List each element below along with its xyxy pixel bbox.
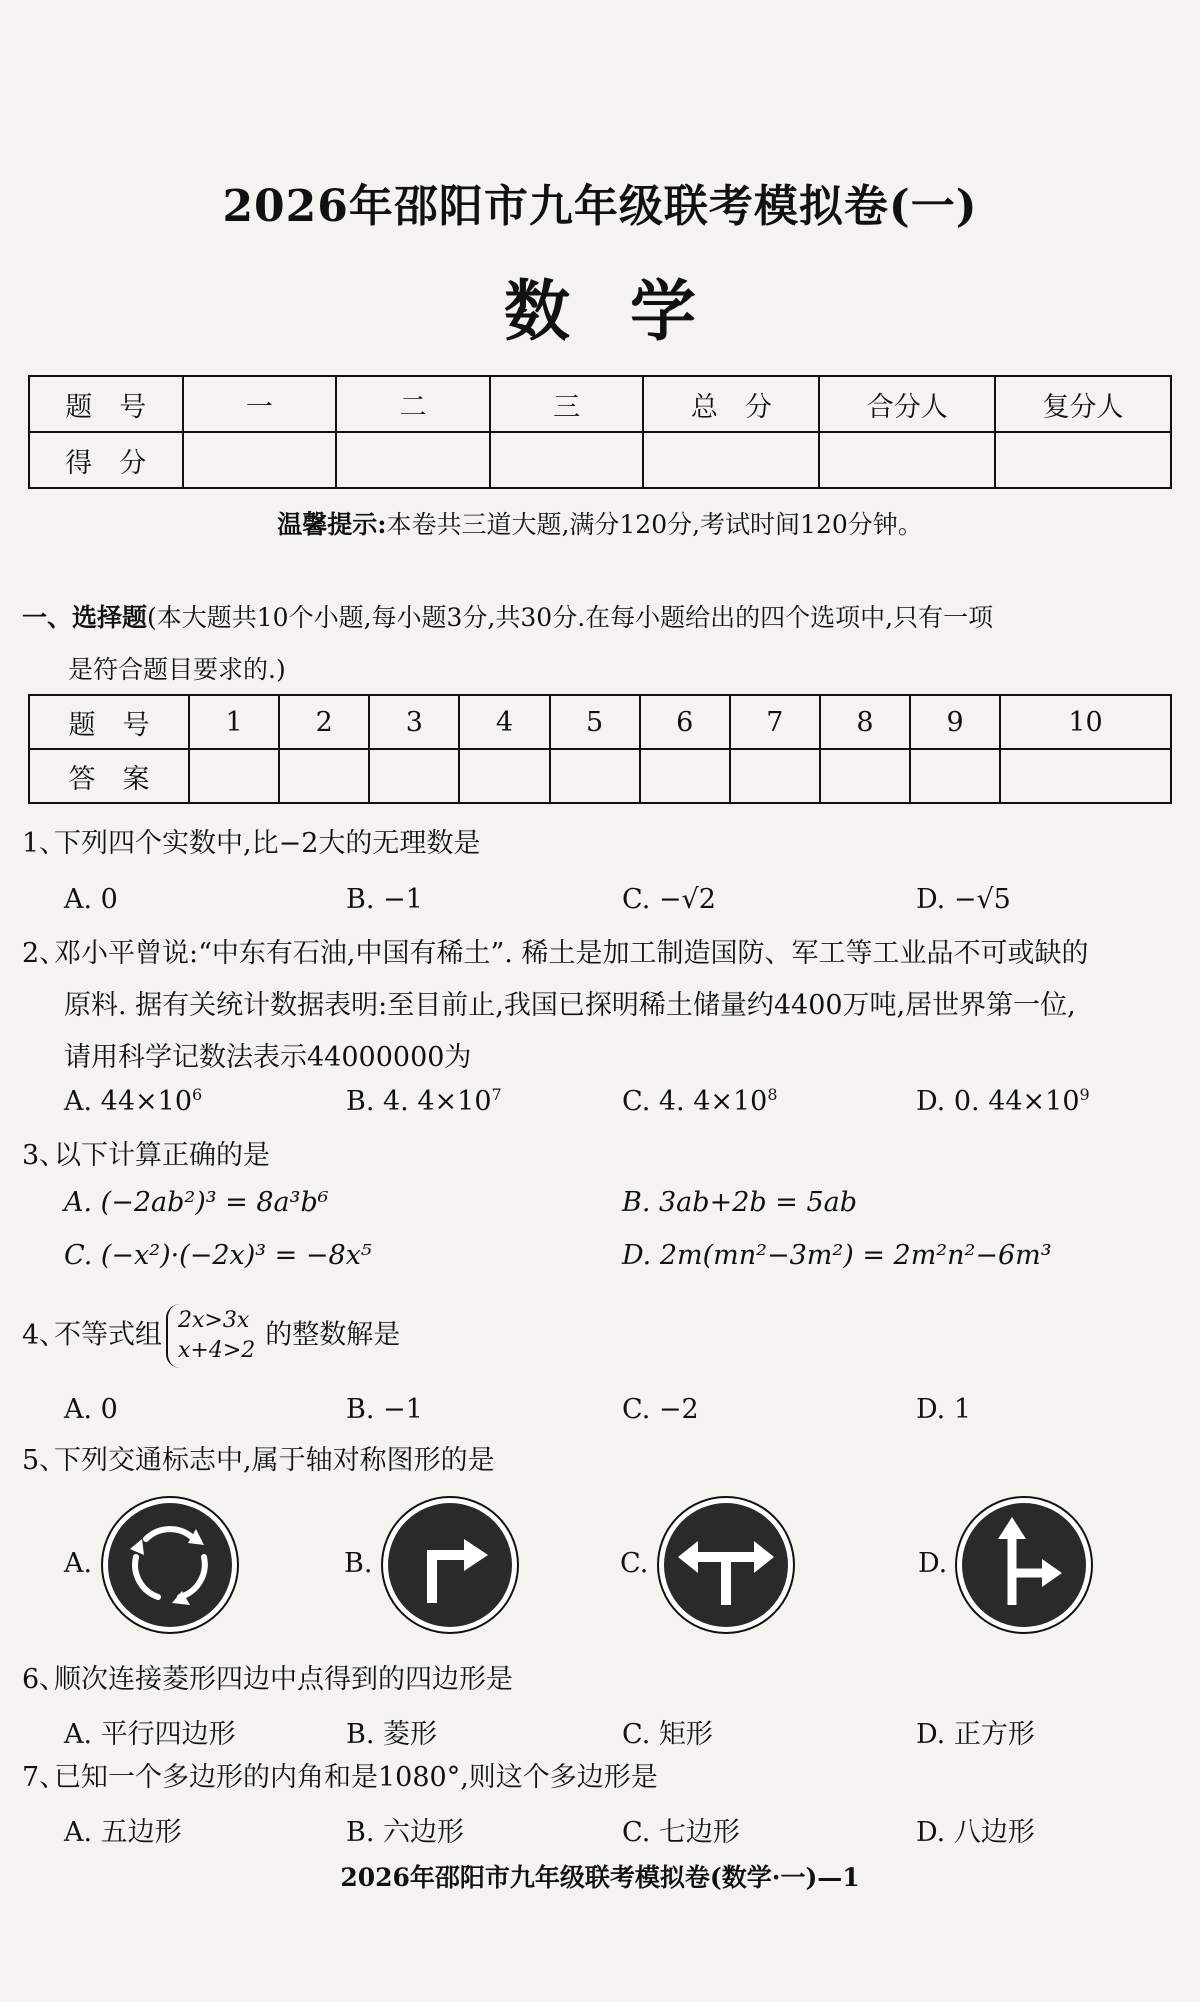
option-b[interactable] <box>346 1085 502 1117</box>
question-number: 5、 <box>22 1445 67 1476</box>
hint-line <box>0 505 1200 541</box>
inequality-2: x+4>2 <box>178 1338 256 1363</box>
question-3 <box>22 1130 1182 1182</box>
question-number: 7、 <box>22 1762 67 1793</box>
answer-cell[interactable] <box>550 749 640 803</box>
question-stem-line2: 原料. 据有关统计数据表明:至目前止,我国已探明稀土储量约4400万吨,居世界第一位, <box>64 990 1076 1021</box>
option-a[interactable]: A. 0 <box>64 884 118 915</box>
section1-title: 一、选择题 <box>22 603 148 632</box>
answer-row-label: 题 号 <box>29 695 189 749</box>
option-d[interactable]: D. 2m(mn²−3m²) = 2m²n²−6m³ <box>622 1240 1052 1271</box>
question-suffix: 的整数解是 <box>265 1319 401 1351</box>
option-b[interactable]: B. <box>344 1548 373 1579</box>
answer-number: 1 <box>189 695 279 749</box>
option-c[interactable]: C. −2 <box>622 1394 699 1425</box>
option-c[interactable]: C. 七边形 <box>622 1817 740 1848</box>
option-a[interactable]: A. 0 <box>64 1394 118 1425</box>
page-footer: 2026年邵阳市九年级联考模拟卷(数学·一)—1 <box>340 1863 860 1892</box>
question-number: 4、 <box>22 1319 67 1351</box>
question-7 <box>22 1752 1182 1804</box>
exam-title: 2026年邵阳市九年级联考模拟卷(一) <box>222 181 978 232</box>
option-a-base: A. 44×10 <box>64 1086 192 1117</box>
question-4 <box>22 1304 1182 1368</box>
question-3-options-row2 <box>64 1240 1174 1280</box>
hint-text: 本卷共三道大题,满分120分,考试时间120分钟。 <box>386 510 923 539</box>
option-a[interactable]: A. (−2ab²)³ = 8a³b⁶ <box>64 1187 329 1218</box>
answer-number: 2 <box>279 695 369 749</box>
question-stem: 顺次连接菱形四边中点得到的四边形是 <box>54 1664 513 1695</box>
score-row-label: 得 分 <box>29 432 183 488</box>
question-stem: 下列四个实数中,比−2大的无理数是 <box>54 828 481 859</box>
answer-table <box>28 694 1172 804</box>
option-d[interactable]: D. −√5 <box>916 884 1011 915</box>
option-c[interactable]: C. 矩形 <box>622 1719 713 1750</box>
answer-cell[interactable] <box>730 749 820 803</box>
answer-number: 10 <box>1000 695 1171 749</box>
answer-cell[interactable] <box>189 749 279 803</box>
option-d[interactable]: D. 1 <box>916 1394 972 1425</box>
option-a[interactable] <box>64 1085 202 1117</box>
option-a[interactable]: A. <box>64 1548 93 1579</box>
roundabout-sign-icon[interactable] <box>100 1495 240 1635</box>
answer-number: 9 <box>910 695 1000 749</box>
score-cell[interactable] <box>490 432 644 488</box>
question-6 <box>22 1654 1182 1706</box>
score-table <box>28 375 1172 489</box>
question-3-options-row1 <box>64 1187 1174 1227</box>
question-stem: 已知一个多边形的内角和是1080°,则这个多边形是 <box>54 1762 658 1793</box>
option-c[interactable]: C. <box>620 1548 649 1579</box>
option-d[interactable] <box>916 1085 1090 1117</box>
option-c[interactable]: C. −√2 <box>622 884 716 915</box>
question-stem: 以下计算正确的是 <box>54 1140 270 1171</box>
question-number: 1、 <box>22 828 67 859</box>
hint-label: 温馨提示: <box>277 510 387 539</box>
option-d[interactable]: D. <box>918 1548 948 1579</box>
option-b[interactable]: B. −1 <box>346 884 423 915</box>
straight-or-right-sign-icon[interactable] <box>954 1495 1094 1635</box>
question-stem-line1: 邓小平曾说:“中东有石油,中国有稀土”. 稀土是加工制造国防、军工等工业品不可或缺的 <box>54 938 1089 969</box>
score-header-cell: 复分人 <box>995 376 1171 432</box>
subject-title: 数学 <box>504 272 756 350</box>
score-header-cell: 总 分 <box>643 376 819 432</box>
answer-number: 4 <box>459 695 549 749</box>
answer-cell[interactable] <box>459 749 549 803</box>
inequality-1: 2x>3x <box>178 1308 250 1333</box>
option-a[interactable]: A. 平行四边形 <box>64 1719 236 1750</box>
option-c-base: C. 4. 4×10 <box>622 1086 768 1117</box>
inequality-system <box>166 1304 261 1368</box>
question-1 <box>22 818 1182 870</box>
option-d-base: D. 0. 44×10 <box>916 1086 1080 1117</box>
answer-number: 6 <box>640 695 730 749</box>
score-cell[interactable] <box>819 432 995 488</box>
option-c-exp: 8 <box>767 1085 778 1104</box>
left-right-sign-icon[interactable] <box>656 1495 796 1635</box>
answer-cell[interactable] <box>640 749 730 803</box>
option-c[interactable]: C. (−x²)·(−2x)³ = −8x⁵ <box>64 1240 372 1271</box>
answer-number: 8 <box>820 695 910 749</box>
answer-cell[interactable] <box>820 749 910 803</box>
answer-cell[interactable] <box>910 749 1000 803</box>
question-2 <box>22 928 1182 1084</box>
option-b[interactable]: B. −1 <box>346 1394 423 1425</box>
score-cell[interactable] <box>336 432 490 488</box>
option-b-base: B. 4. 4×10 <box>346 1086 492 1117</box>
question-stem-line3: 请用科学记数法表示44000000为 <box>64 1042 472 1073</box>
answer-number: 5 <box>550 695 640 749</box>
score-cell[interactable] <box>995 432 1171 488</box>
answer-cell[interactable] <box>279 749 369 803</box>
option-b[interactable]: B. 菱形 <box>346 1719 438 1750</box>
question-number: 2、 <box>22 938 67 969</box>
question-7-options <box>64 1810 1174 1850</box>
score-header-cell: 二 <box>336 376 490 432</box>
option-a-exp: 6 <box>192 1085 203 1104</box>
option-a[interactable]: A. 五边形 <box>64 1817 182 1848</box>
option-d[interactable]: D. 八边形 <box>916 1817 1035 1848</box>
option-b[interactable]: B. 3ab+2b = 5ab <box>622 1187 857 1218</box>
score-header-cell: 三 <box>490 376 644 432</box>
question-number: 3、 <box>22 1140 67 1171</box>
section1-header <box>22 592 1182 696</box>
answer-row-label: 答 案 <box>29 749 189 803</box>
question-4-options <box>64 1394 1174 1434</box>
answer-cell[interactable] <box>1000 749 1171 803</box>
question-prefix: 不等式组 <box>54 1319 162 1351</box>
section1-desc: (本大题共10个小题,每小题3分,共30分.在每小题给出的四个选项中,只有一项 <box>147 603 994 632</box>
option-b[interactable]: B. 六边形 <box>346 1817 465 1848</box>
answer-number: 3 <box>369 695 459 749</box>
option-d-exp: 9 <box>1079 1085 1090 1104</box>
turn-right-sign-icon[interactable] <box>380 1495 520 1635</box>
question-stem: 下列交通标志中,属于轴对称图形的是 <box>54 1445 495 1476</box>
question-6-options <box>64 1712 1174 1752</box>
option-b-exp: 7 <box>491 1085 502 1104</box>
question-number: 6、 <box>22 1664 67 1695</box>
score-cell[interactable] <box>183 432 337 488</box>
score-header-cell: 合分人 <box>819 376 995 432</box>
score-header-cell: 一 <box>183 376 337 432</box>
question-1-options <box>64 884 1174 924</box>
answer-cell[interactable] <box>369 749 459 803</box>
option-c[interactable] <box>622 1085 778 1117</box>
option-d[interactable]: D. 正方形 <box>916 1719 1035 1750</box>
section1-desc-line2: 是符合题目要求的.) <box>68 655 286 684</box>
score-cell[interactable] <box>643 432 819 488</box>
question-5 <box>22 1435 1182 1487</box>
question-2-options <box>64 1085 1174 1125</box>
score-header-cell: 题 号 <box>29 376 183 432</box>
answer-number: 7 <box>730 695 820 749</box>
